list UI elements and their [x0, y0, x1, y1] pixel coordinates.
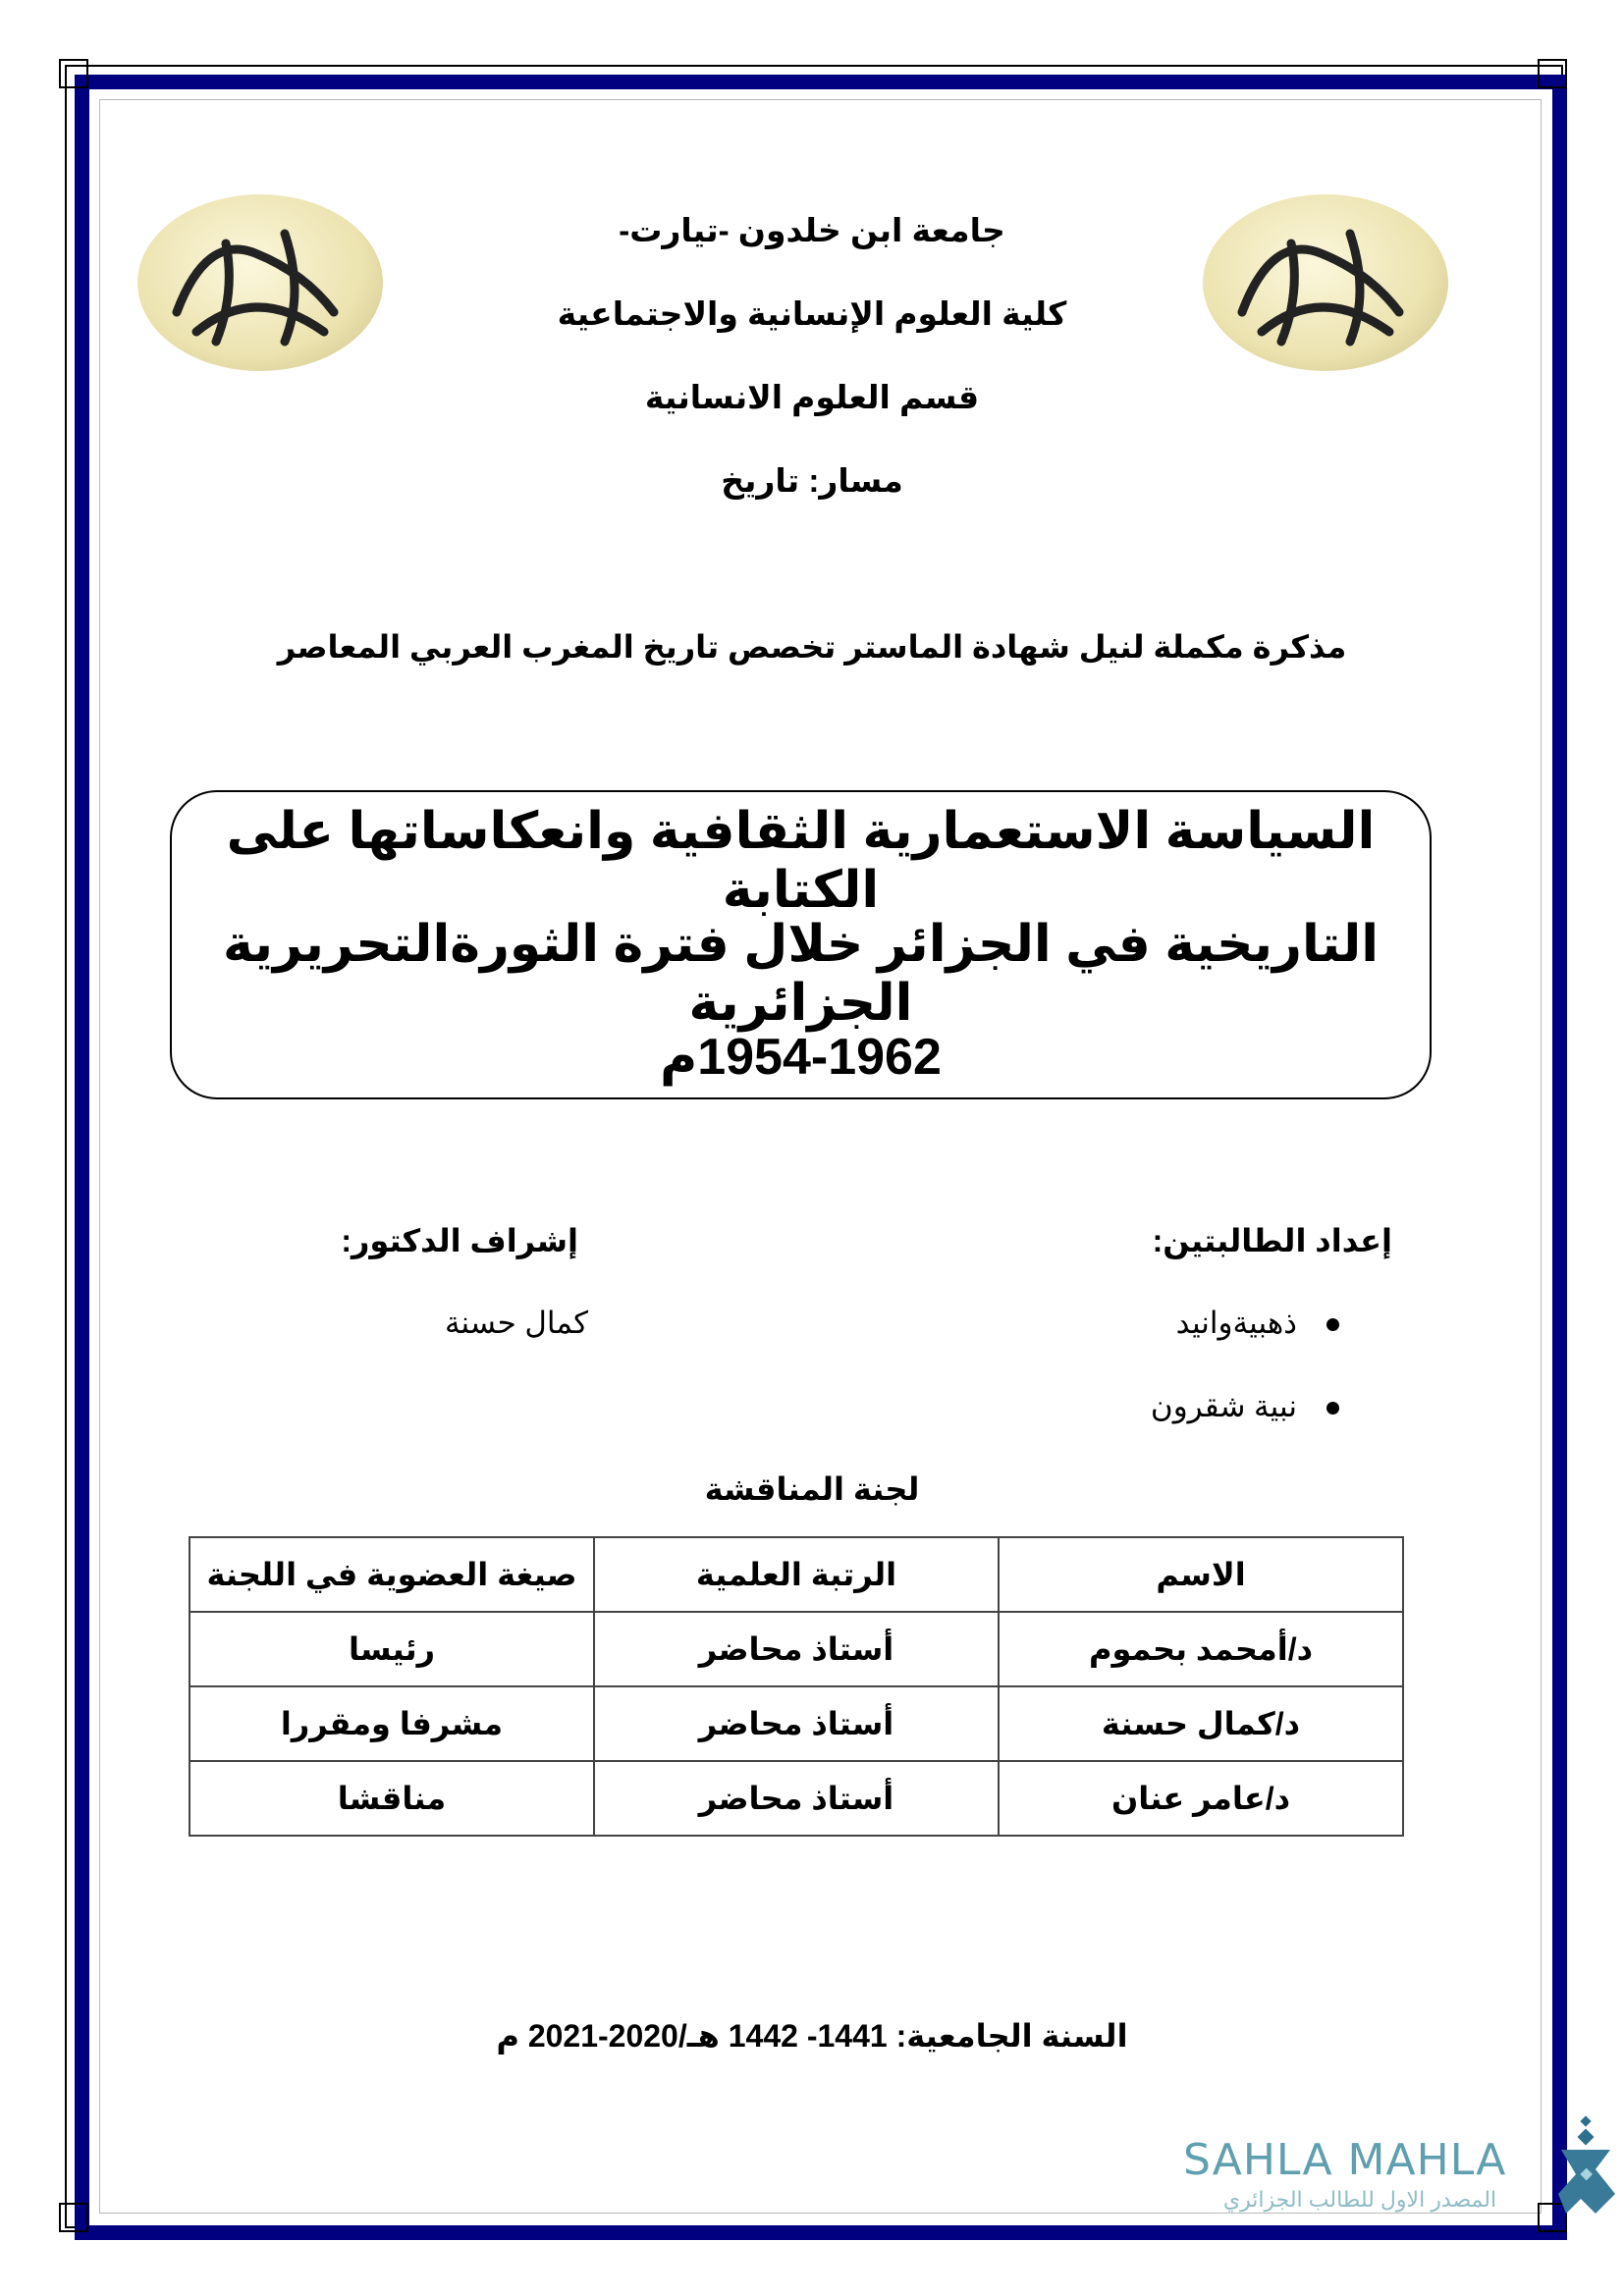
table-row: [189, 1761, 1403, 1836]
supervisor-name: كمال حسنة: [444, 1306, 588, 1340]
student-name: نبية شقرون: [1150, 1389, 1297, 1423]
university-name: جامعة ابن خلدون -تيارت-: [619, 212, 1005, 248]
faculty-name: كلية العلوم الإنسانية والاجتماعية: [557, 295, 1067, 332]
member-role: رئيسا: [189, 1612, 594, 1686]
header-role: صيغة العضوية في اللجنة: [189, 1537, 594, 1612]
committee-title: لجنة المناقشة: [704, 1471, 920, 1507]
table-header-row: [189, 1537, 1403, 1612]
member-name: د/أمحمد بحموم: [999, 1612, 1403, 1686]
header-name: الاسم: [999, 1537, 1403, 1612]
member-role: مناقشا: [189, 1761, 594, 1836]
thesis-title-line1: السياسة الاستعمارية الثقافية وانعكاساتها على الكتابة: [226, 803, 1376, 919]
academic-year: السنة الجامعية: 1441- 1442 هـ/2020-2021 م: [496, 2018, 1128, 2054]
students-label: إعداد الطالبتين:: [1152, 1223, 1392, 1258]
student-name: ذهبيةوانيد: [1175, 1306, 1297, 1340]
student-item: [1151, 1389, 1339, 1424]
bullet-icon: [1326, 1318, 1339, 1331]
watermark-logo-icon: [1556, 2115, 1620, 2218]
student-item: [1176, 1306, 1339, 1341]
thesis-subtitle: مذكرة مكملة لنيل شهادة الماستر تخصص تاريخ المغرب العربي المعاصر: [277, 629, 1347, 665]
thesis-title-box: [170, 790, 1432, 1099]
bullet-icon: [1326, 1402, 1339, 1415]
watermark-brand: SAHLA MAHLA: [1183, 2135, 1507, 2185]
header-rank: الرتبة العلمية: [594, 1537, 999, 1612]
corner-ornament: [59, 2203, 88, 2232]
table-row: [189, 1612, 1403, 1686]
page-border-inner: [99, 99, 1542, 2214]
member-role: مشرفا ومقررا: [189, 1686, 594, 1761]
member-rank: أستاذ محاضر: [594, 1761, 999, 1836]
corner-ornament: [1538, 59, 1567, 88]
corner-ornament: [59, 59, 88, 88]
thesis-title-line3: 1954-1962م: [660, 1029, 942, 1086]
thesis-title-line2: التاريخية في الجزائر خلال فترة الثورةالتحريرية الجزائرية: [222, 916, 1380, 1032]
member-name: د/عامر عنان: [999, 1761, 1403, 1836]
track-name: مسار: تاريخ: [721, 462, 903, 499]
member-name: د/كمال حسنة: [999, 1686, 1403, 1761]
member-rank: أستاذ محاضر: [594, 1612, 999, 1686]
watermark-tagline: المصدر الاول للطالب الجزائري: [1222, 2187, 1497, 2212]
member-rank: أستاذ محاضر: [594, 1686, 999, 1761]
table-row: [189, 1686, 1403, 1761]
supervisor-label: إشراف الدكتور:: [341, 1223, 578, 1258]
department-name: قسم العلوم الانسانية: [644, 379, 980, 415]
committee-table: [189, 1536, 1404, 1837]
